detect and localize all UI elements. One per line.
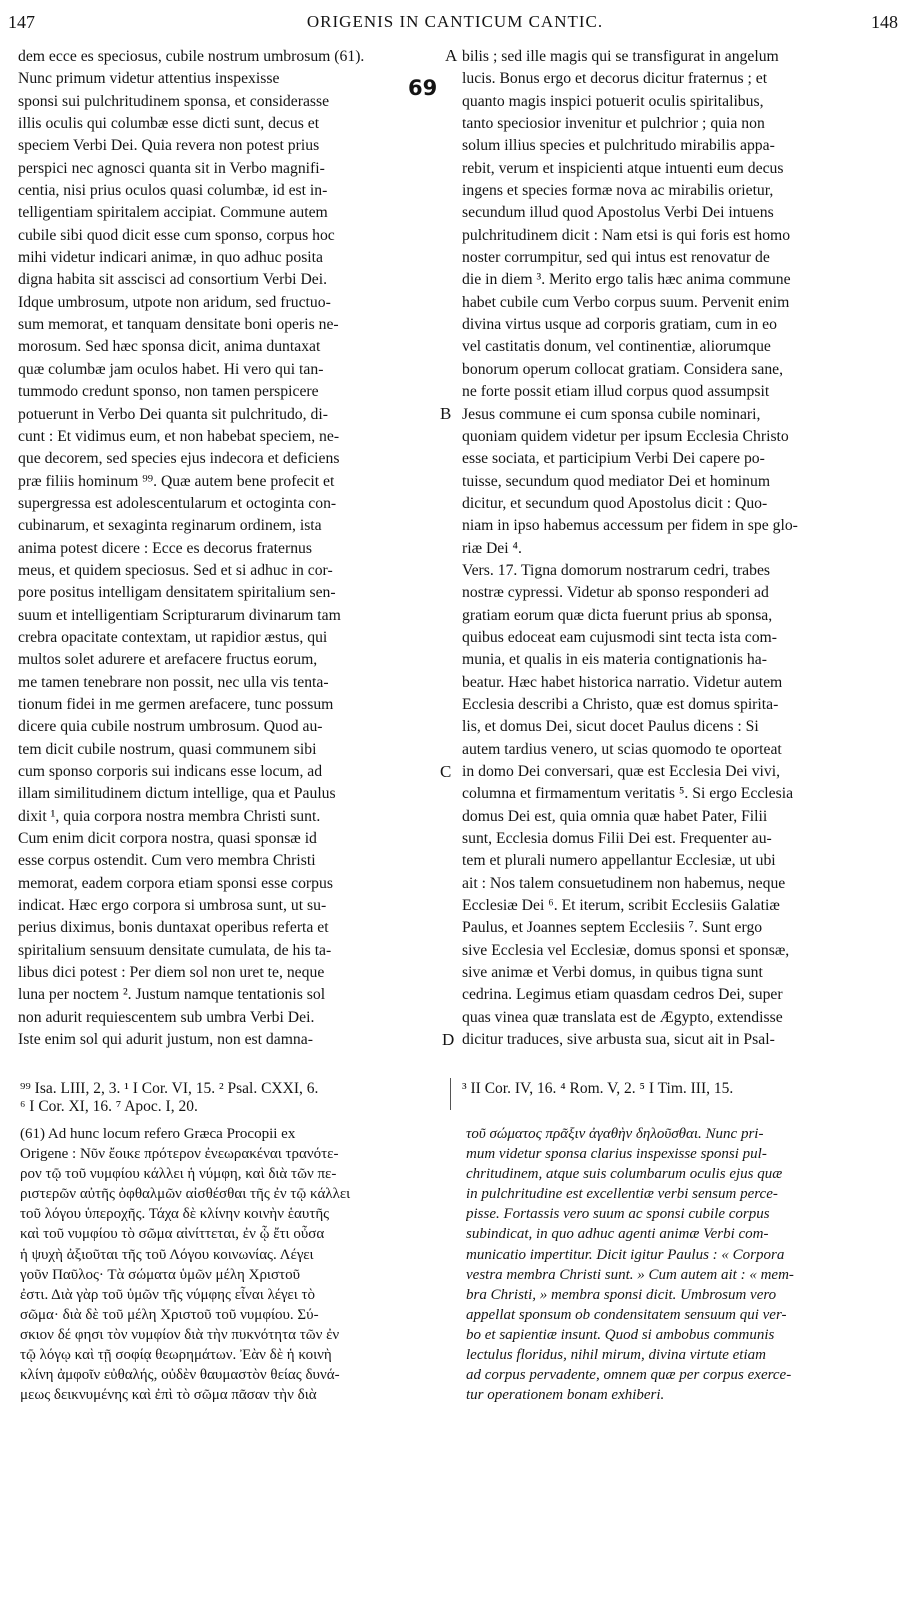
text-line: cum sponso corporis sui indicans esse locum, ad <box>18 763 323 780</box>
text-line: pore positus intelligam densitatem spiritalium sen- <box>18 584 336 602</box>
text-line: pulchritudinem dicit : Nam etsi is qui foris est homo <box>462 226 791 244</box>
text-line: esse sociata, et participium Verbi Dei capere po- <box>462 450 765 468</box>
note-line: bo et sapientiæ insunt. Quod si ambobus communis <box>466 1326 775 1343</box>
text-line: ne forte possit etiam illud corpus quod assumpsit <box>462 383 770 401</box>
note-left-column <box>20 1124 445 1405</box>
note-line: tur operationem bonam exhiberi. <box>466 1387 665 1404</box>
margin-letter-c: C <box>440 762 452 781</box>
note-line: τοῦ σώματος πρᾶξιν ἀγαθὴν δηλοῦσθαι. Nunc pri- <box>466 1126 764 1142</box>
text-line: perspici nec agnosci quanta sit in Verbo magnifi- <box>18 159 325 177</box>
note-line: σκιον δέ φησι τὸν νυμφίον διὰ τὴν πυκνότητα τῶν ἐν <box>20 1326 340 1343</box>
text-line: sum memorat, et tanquam densitate boni operis ne- <box>18 316 339 334</box>
text-line: cubile sibi quod dicit esse cum sponso, corpus hoc <box>18 226 335 244</box>
text-line: autem tardius venero, ut scias quomodo te oporteat <box>462 740 782 758</box>
text-line: spiritalium sensuum densitate cumulata, de his ta- <box>18 941 332 959</box>
text-line: cunt : Et vidimus eum, et non habebat speciem, ne- <box>18 427 340 445</box>
text-line: tummodo credunt sponso, non tamen perspicere <box>18 383 319 401</box>
text-line: domus Dei est, quia omnia quæ habet Pater, Filii <box>462 807 768 825</box>
text-line: Idque umbrosum, utpote non aridum, sed fructuo- <box>18 293 331 311</box>
text-line: potuerunt in Verbo Dei quanta sit pulchritudo, di- <box>18 405 328 423</box>
margin-letter-d: D <box>442 1030 455 1049</box>
text-line: morosum. Sed hæc sponsa dicit, anima duntaxat <box>18 338 321 356</box>
note-line: ριστερῶν αὐτῆς ὀφθαλμῶν αἰσθέσθαι τῆς ἐν τῷ κάλλει <box>20 1186 351 1203</box>
note-line: vestra membra Christi sunt. » Cum autem ait : « mem- <box>466 1266 794 1283</box>
note-line: subindicat, in quo adhuc agenti animæ Verbi com- <box>466 1226 769 1243</box>
note-line: ad corpus pervadente, omnem quæ per corpus exerce- <box>466 1367 792 1384</box>
text-line: sponsi sui pulchritudinem sponsa, et considerasse <box>18 92 330 110</box>
text-line: die in diem ³. Merito ergo talis hæc anima commune <box>462 271 791 289</box>
text-line: lis, et domus Dei, sicut docet Paulus dicens : Si <box>462 718 759 736</box>
column-number-badge: 69 <box>408 76 438 100</box>
text-line: digna habita sit asscisci ad consortium Verbi Dei. <box>18 271 328 289</box>
text-line: Nunc primum videtur attentius inspexisse <box>18 70 280 88</box>
note-line: ἐστι. Διὰ γὰρ τοῦ ὑμῶν τῆς νύμφης εἶναι λέγει τὸ <box>20 1286 316 1303</box>
text-line: perius diximus, bonis duntaxat operibus referta et <box>18 919 329 937</box>
note-right-column <box>466 1124 894 1405</box>
text-line: quoniam quidem videtur per ipsum Ecclesia Christo <box>462 427 789 445</box>
text-line: cubinarum, et sexaginta reginarum ordinem, ista <box>18 517 322 535</box>
text-line: in domo Dei conversari, quæ est Ecclesia Dei vivi, <box>462 763 781 780</box>
text-line: dicitur, et secundum quod Apostolus dicit : Quo- <box>462 494 768 512</box>
text-line: Iste enim sol qui adurit justum, non est damna- <box>18 1031 313 1049</box>
text-line: indicat. Hæc ergo corpora si umbrosa sunt, ut su- <box>18 897 327 915</box>
note-line: chritudinem, atque suis columbarum oculis ejus quæ <box>466 1166 783 1183</box>
page-header <box>0 4 910 38</box>
text-line: que decorem, sed species ejus indecora et deficiens <box>18 450 340 468</box>
text-line: beatur. Hæc habet historica narratio. Videtur autem <box>462 673 783 691</box>
text-line: dicitur traduces, sive arbusta sua, sicut ait in Psal- <box>462 1031 775 1049</box>
text-line: telligentiam spiritalem accipiat. Commune autem <box>18 204 328 222</box>
text-line: riæ Dei ⁴. <box>462 539 522 557</box>
text-line: quibus edoceat eam cujusmodi sint tecta ista com- <box>462 628 777 646</box>
text-line: Jesus commune ei cum sponsa cubile nominari, <box>462 405 761 423</box>
note-line: (61) Ad hunc locum refero Græca Procopii ex <box>20 1126 296 1142</box>
note-line: κλίνη ἀμφοῖν εὐθαλής, οὐδὲν θαυμαστὸν θείας δυνά- <box>20 1367 340 1384</box>
text-line: noster corrumpitur, sed qui intus est renovatur de <box>462 249 770 267</box>
margin-letter-a: A <box>445 46 458 65</box>
text-line: columna et firmamentum veritatis ⁵. Si ergo Ecclesia <box>462 785 794 803</box>
note-line: καὶ τοῦ νυμφίου τὸ σῶμα αἰνίττεται, ἐν ᾧ ἔτι οὖσα <box>20 1226 325 1243</box>
text-line: quas vinea quæ translata est de Ægypto, extendisse <box>462 1008 783 1026</box>
page-number-left: 147 <box>8 12 35 32</box>
note-line: σῶμα· διὰ δὲ τοῦ μέλη Χριστοῦ τοῦ νυμφίου. Σύ- <box>20 1306 319 1323</box>
text-line: quæ columbæ jam oculos habet. Hi vero qui tan- <box>18 360 324 378</box>
text-line: non adurit requiescentem sub umbra Verbi Dei. <box>18 1008 315 1026</box>
text-line: Vers. 17. Tigna domorum nostrarum cedri, trabes <box>462 561 771 579</box>
text-line: munia, et qualis in eis materia contignationis ha- <box>462 651 767 669</box>
note-line: lectulus floridus, nihil mirum, divina virtute etiam <box>466 1347 766 1364</box>
text-line: memorat, eadem corpora etiam sponsi esse corpus <box>18 874 333 892</box>
text-line: bonorum operum collocat gratiam. Considera sane, <box>462 360 784 378</box>
text-line: mihi videtur indicari animæ, in quo adhuc posita <box>18 249 323 267</box>
note-line: τοῦ λόγου ὑπεροχῆς. Τάχα δὲ κλίνην κοινὴν ἑαυτῆς <box>20 1206 330 1223</box>
text-line: sunt, Ecclesia domus Filii Dei est. Frequenter au- <box>462 830 772 848</box>
text-line: solum illius species et pulchritudo mirabilis appa- <box>462 137 775 155</box>
text-line: sive Ecclesia vel Ecclesiæ, domus sponsi et sponsæ, <box>462 941 790 959</box>
text-line: speciem Verbi Dei. Quia revera non potest prius <box>18 137 320 155</box>
text-line: rebit, verum et inspicienti atque intuenti eum decus <box>462 159 784 177</box>
text-line: sive animæ et Verbi domus, in quibus tigna sunt <box>462 964 763 982</box>
footnote-refs-left: ⁹⁹ Isa. LIII, 2, 3. ¹ I Cor. VI, 15. ² Psal. CXXI, 6. <box>20 1080 319 1097</box>
text-line: divina virtus usque ad corporis gratiam, cum in eo <box>462 316 777 334</box>
text-line: crebra opacitate contextam, ut rapidior æstus, qui <box>18 628 328 646</box>
text-line: anima potest dicere : Ecce es decorus fraternus <box>18 539 313 557</box>
running-title: ORIGENIS IN CANTICUM CANTIC. <box>306 12 604 31</box>
text-line: secundum illud quod Apostolus Verbi Dei intuens <box>462 204 774 222</box>
footnote-line-2: ⁶ I Cor. XI, 16. ⁷ Apoc. I, 20. <box>20 1098 198 1115</box>
text-line: centia, nisi prius oculos quasi columbæ, id est in- <box>18 182 328 200</box>
margin-letter-b: B <box>440 404 452 423</box>
text-line: illam similitudinem dictum intellige, qua et Paulus <box>18 785 336 803</box>
text-line: dem ecce es speciosus, cubile nostrum umbrosum (61). <box>18 48 365 65</box>
note-line: τῷ λόγῳ καὶ τῇ σοφίᾳ θεωρημάτων. Ἐὰν δὲ ἡ κοινὴ <box>20 1347 332 1364</box>
text-line: bilis ; sed ille magis qui se transfigurat in angelum <box>462 48 779 65</box>
text-line: libus dici potest : Per diem sol non uret te, neque <box>18 964 325 982</box>
text-line: Paulus, et Joannes septem Ecclesiis ⁷. Sunt ergo <box>462 919 763 937</box>
note-line: municatio impertitur. Dicit igitur Paulus : « Corpora <box>466 1246 785 1263</box>
text-line: tem et plurali numero appellantur Ecclesiæ, ut ubi <box>462 852 776 870</box>
text-line: multos solet adurere et arefacere fructus eorum, <box>18 651 318 669</box>
text-line: me tamen tenebrare non possit, nec ulla vis tenta- <box>18 673 329 691</box>
note-line: ἡ ψυχὴ ἀξιοῦται τῆς τοῦ Λόγου κοινωνίας. Λέγει <box>20 1246 314 1263</box>
page-number-right: 148 <box>871 12 898 32</box>
text-line: niam in ipso habemus accessum per fidem in spe glo- <box>462 517 798 535</box>
text-line: quanto magis inspici potuerit oculis spiritalibus, <box>462 92 764 110</box>
text-line: tem dicit cubile nostrum, quasi communem sibi <box>18 740 317 758</box>
note-line: pisse. Fortassis vero suum ac sponsi cubile corpus <box>466 1206 770 1223</box>
text-line: cedrina. Legimus etiam quasdam cedros Dei, super <box>462 986 783 1004</box>
note-line: Origene : Νῦν ἔοικε πρότερον ἐνεωρακέναι τρανότε- <box>20 1146 339 1163</box>
text-line: dicere quia cubile nostrum umbrosum. Quod au- <box>18 718 323 736</box>
text-line: præ filiis hominum ⁹⁹. Quæ autem bene profecit et <box>18 472 335 490</box>
text-line: vel castitatis donum, vel continentiæ, aliorumque <box>462 338 771 356</box>
text-line: lucis. Bonus ergo et decorus dicitur fraternus ; et <box>462 70 768 88</box>
text-line: luna per noctem ². Justum namque tentationis sol <box>18 986 326 1004</box>
text-line: habet cubile cum Verbo corpus suum. Pervenit enim <box>462 293 790 311</box>
right-column-text <box>462 46 895 1051</box>
text-line: Ecclesia describi a Christo, quæ est domus spirita- <box>462 695 779 713</box>
text-line: dixit ¹, quia corpora nostra membra Christi sunt. <box>18 807 321 825</box>
text-line: tanto speciosior invenitur et pulchrior ; quia non <box>462 115 765 133</box>
note-line: bra Christi, » membra sponsi dicit. Umbrosum vero <box>466 1286 777 1303</box>
left-column-text <box>18 46 448 1051</box>
note-line: mum videtur sponsa clarius inspexisse sponsi pul- <box>466 1146 767 1163</box>
footnote-refs-right: ³ II Cor. IV, 16. ⁴ Rom. V, 2. ⁵ I Tim. III, 15. <box>462 1080 734 1097</box>
note-line: in pulchritudine est excellentiæ verbi sensum perce- <box>466 1186 778 1203</box>
text-line: suum et intelligentiam Scripturarum divinarum tam <box>18 606 341 624</box>
note-line: ρον τῷ τοῦ νυμφίου κάλλει ἡ νύμφη, καὶ διὰ τῶν πε- <box>20 1166 337 1183</box>
text-line: esse corpus ostendit. Cum vero membra Christi <box>18 852 316 870</box>
text-line: Ecclesiæ Dei ⁶. Et iterum, scribit Ecclesiis Galatiæ <box>462 897 780 915</box>
text-line: meus, et quidem speciosus. Sed et si adhuc in cor- <box>18 561 333 579</box>
note-line: μεως δεικνυμένης καὶ ἐπὶ τὸ σῶμα πᾶσαν τὴν διὰ <box>20 1387 317 1404</box>
text-line: illis oculis qui columbæ esse dicti sunt, decus et <box>18 115 320 133</box>
text-line: Cum enim dicit corpora nostra, quasi sponsæ id <box>18 830 317 848</box>
text-line: nostræ cypressi. Videtur ab sponso responderi ad <box>462 584 769 602</box>
text-line: gratiam eorum quæ dicta fuerunt prius ab sponsa, <box>462 606 773 624</box>
text-line: tuisse, secundum quod mediator Dei et hominum <box>462 472 771 490</box>
text-line: ait : Nos talem consuetudinem non habemus, neque <box>462 874 786 892</box>
text-line: ingens et species formæ nova ac mirabilis orietur, <box>462 182 774 200</box>
text-line: tionum fidei in me germen arefacere, tunc possum <box>18 695 334 713</box>
note-line: appellat sponsum ob condensitatem sensuum qui ver- <box>466 1306 787 1323</box>
note-line: γοῦν Παῦλος· Τὰ σώματα ὑμῶν μέλη Χριστοῦ <box>20 1266 301 1283</box>
text-line: supergressa est adolescentularum et octoginta con- <box>18 494 337 512</box>
footnote-line-1 <box>20 1080 895 1098</box>
